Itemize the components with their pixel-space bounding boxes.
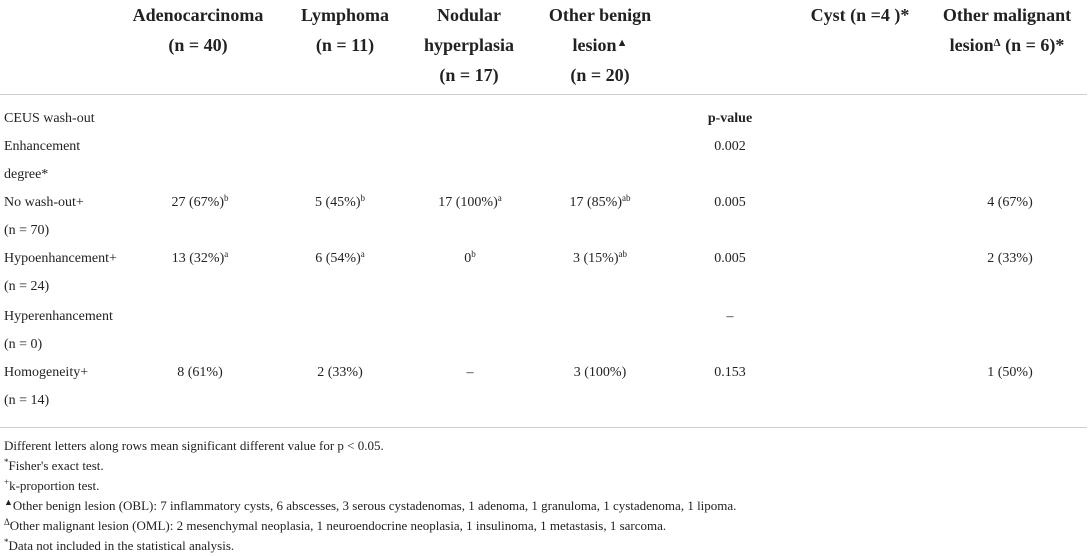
- header-divider: [0, 94, 1087, 95]
- cell-hom-nodular: –: [466, 365, 474, 380]
- header-other-malignant-line1: Other malignant: [942, 5, 1072, 25]
- footnote-not-included: *Data not included in the statistical analysis.: [4, 537, 235, 553]
- row-label-ceus-washout: CEUS wash-out: [4, 111, 95, 126]
- cell-hom-obl: 3 (100%): [573, 365, 627, 380]
- row-label-enhancement-sub: degree*: [4, 167, 49, 182]
- header-other-benign: [540, 0, 660, 90]
- cell-nowashout-obl: 17 $(85\%)^{ab}$: [569, 193, 631, 210]
- cell-hyper-p: –: [726, 309, 734, 324]
- row-label-hypoenhancement-n: (n = 24): [4, 279, 50, 294]
- row-label-hyperenhancement: Hyperenhancement: [4, 309, 113, 324]
- header-cyst-text: Cyst (n =4 )*: [810, 5, 910, 25]
- row-label-homogeneity: Homogeneity+: [4, 365, 89, 380]
- row-label-homogeneity-n: (n = 14): [4, 393, 50, 408]
- cell-hypo-p: 0.005: [714, 251, 746, 266]
- cell-nowashout-lymph: 5 $(45\%)^b$: [315, 193, 365, 210]
- header-adenocarcinoma-n: (n = 40): [168, 35, 228, 55]
- cell-nowashout-nodular: 17 $(100\%)^a$: [438, 193, 502, 210]
- row-label-enhancement: Enhancement: [4, 139, 81, 154]
- cell-hom-p: 0.153: [714, 365, 746, 380]
- cell-enhancement-p: 0.002: [714, 139, 746, 154]
- header-other-malignant-line2: lesion: [949, 35, 994, 55]
- cell-hypo-lymph: 6 $(54\%)^a$: [315, 249, 365, 266]
- header-nodular-line1: Nodular: [436, 5, 501, 25]
- header-other-malignant: [928, 0, 1086, 60]
- header-other-malignant-n: (n = 6)*: [1000, 35, 1065, 55]
- header-lymphoma-name: Lymphoma: [300, 5, 390, 25]
- header-nodular-n: (n = 17): [439, 65, 499, 85]
- row-label-hyperenhancement-n: (n = 0): [4, 337, 43, 352]
- row-label-no-washout-n: (n = 70): [4, 223, 50, 238]
- header-other-benign-line2: lesion: [572, 35, 617, 55]
- header-nodular-hyperplasia: [414, 0, 524, 90]
- pvalue-header: p-value: [707, 111, 753, 126]
- cell-hypo-nodular: 0$^b$: [464, 249, 476, 266]
- header-adenocarcinoma-name: Adenocarcinoma: [132, 5, 264, 25]
- cell-hypo-oml: 2 (33%): [987, 251, 1033, 266]
- triangle-mark-icon: ▲: [616, 37, 628, 49]
- header-cyst: [800, 0, 920, 30]
- header-other-benign-n: (n = 20): [570, 65, 630, 85]
- table-bottom-divider: [0, 427, 1087, 428]
- footnote-letters: Different letters along rows mean significant different value for p < 0.05.: [4, 438, 384, 453]
- row-label-no-washout: No wash-out+: [4, 195, 84, 210]
- footnote-oml: $^\Delta$Other malignant lesion (OML): 2 mesenchymal neoplasia, 1 neuroendocrine neoplasia, 1 insulinoma, 1 metastasis, 1 sarcoma.: [4, 517, 667, 533]
- footnote-obl: ▲Other benign lesion (OBL): 7 inflammatory cysts, 6 abscesses, 3 serous cystadenomas, 1 adenoma, 1 granuloma, 1 cystadenoma, 1 lipoma.: [4, 497, 737, 513]
- header-other-benign-line1: Other benign: [548, 5, 652, 25]
- cell-nowashout-adeno: 27 $(67\%)^b$: [171, 193, 229, 210]
- header-lymphoma-n: (n = 11): [315, 35, 375, 55]
- cell-hom-lymph: 2 (33%): [317, 365, 363, 380]
- row-label-hypoenhancement: Hypoenhancement+: [4, 251, 117, 266]
- footnote-fisher: *Fisher's exact test.: [4, 457, 104, 473]
- cell-nowashout-p: 0.005: [714, 195, 746, 210]
- cell-hom-oml: 1 (50%): [987, 365, 1033, 380]
- header-adenocarcinoma: [128, 0, 268, 60]
- cell-hom-adeno: 8 (61%): [177, 365, 223, 380]
- header-lymphoma: [290, 0, 400, 60]
- cell-hypo-adeno: 13 $(32\%)^a$: [171, 249, 229, 266]
- delta-mark-icon: Δ: [993, 37, 1001, 49]
- footnote-kproportion: +k-proportion test.: [4, 477, 100, 493]
- cell-hypo-obl: 3 $(15\%)^{ab}$: [573, 249, 627, 266]
- header-nodular-line2: hyperplasia: [423, 35, 515, 55]
- cell-nowashout-oml: 4 (67%): [987, 195, 1033, 210]
